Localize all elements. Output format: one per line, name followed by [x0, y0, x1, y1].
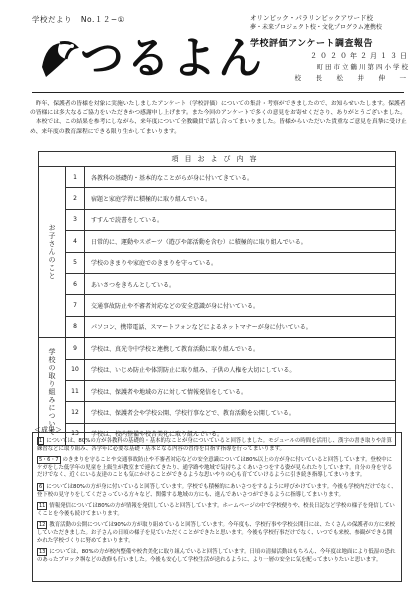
- item-tag: 6: [39, 483, 43, 490]
- table-row: 1 各教科の基礎的・基本的なことがらが身に付いてきている。: [66, 167, 395, 188]
- crane-logo-icon: [36, 37, 80, 81]
- result-paragraph: 6 については80%の方が身に付いていると回答しています。学校でも積極的にあいさつをするように呼びかけています。今後も学校内だけでなく、登下校の見守りをしてくださっている方々など、関係する地域の方にも、進んであいさつができるように指導してまいります。: [37, 483, 397, 498]
- header-info: [250, 14, 410, 83]
- masthead: [36, 30, 264, 88]
- table-row: 3 すすんで読書をしている。: [66, 210, 395, 231]
- school-name: 町田市立鶴川第四小学校: [316, 63, 410, 71]
- item-tag: 11: [39, 503, 46, 510]
- results-box: [32, 432, 402, 582]
- survey-table: [38, 151, 396, 446]
- table-row: 10 学校は、いじめ防止や体罰防止に取り組み、子供の人権を大切にしている。: [66, 360, 395, 381]
- table-row: 8 パソコン、携帯電話、スマートフォンなどによるネットマナーが身に付いている。: [66, 317, 395, 338]
- issue-date: ２０２０年２月１３日: [310, 52, 410, 60]
- table-row: 9 学校は、真光寺中学校と連携して教育活動に取り組んでいる。: [66, 338, 395, 359]
- item-tag: 13: [39, 549, 46, 556]
- award-line: オリンピック・パラリンピックアワード校: [250, 14, 373, 22]
- intro-text: [30, 100, 408, 137]
- table-row: 11 学校は、保護者や地域の方に対して情報発信をしている。: [66, 381, 395, 402]
- newsletter-label-row: [32, 14, 131, 25]
- survey-table-header: 項目および内容: [39, 152, 395, 167]
- project-line: 夢・未来プロジェクト校・文化プログラム連携校: [250, 24, 382, 31]
- table-row: 6 あいさつをきちんとしている。: [66, 274, 395, 295]
- intro-paragraph: 昨年、保護者の皆様を対象に実施いたしましたアンケート（学校評価）についての集計・考察ができましたので、お知らせいたします。保護者の皆様には多大なるご協力をいただきかつ感謝申し上げます。また今回のアンケートで多くの意見をお寄せくださり、ありがとうございました。: [30, 101, 406, 117]
- item-tag: 5・6・7: [39, 457, 59, 464]
- table-row: 7 交通事故防止や不審者対応などの安全意識が身に付いている。: [66, 295, 395, 316]
- issue-number: No.１２−①: [80, 15, 125, 24]
- result-paragraph: 5・6・7 のきまりを守ることや交通事故防止や不審者対応などの安全意識については80%以上の方が身に付いていると回答しています。登校中にケガをした低学年の児童を上級生が教室まで連れてきたり、通学路や地域で気持ちよくあいさつをする姿が見られたりしています。自分の身を守るだけでなく、近くにいる友達のことも気にかけることができるような思いやりの心も育てていけるように引き続き指導してまいります。: [37, 457, 393, 479]
- survey-items: [66, 167, 395, 445]
- category-child: お子さんのこと: [39, 167, 65, 338]
- table-row: 13 学校は、校内整備や校舎美化に取り組んでいる。: [66, 424, 395, 444]
- result-paragraph: 12 教育活動の公開については90%の方が取り組めていると回答しています。今年度も、学校行事や学校公開日には、たくさんの保護者の方に来校していただきました。お子さんの日頃の様子を見ていただくことができたと思います。今後も学校行事だけでなく、いつでも来校、参観ができる開かれた学校づくりに努めてまいります。: [37, 522, 396, 544]
- result-paragraph: 11 情報発信については80%の方が情報を発信していると回答しています。ホームページの中で学校便りや、校長日記など学校の様子を発信していくことを今後も続けてまいります。: [37, 503, 395, 517]
- table-row: 2 宿題と家庭学習に積極的に取り組んでいる。: [66, 188, 395, 209]
- report-title: 学校評価アンケート調査報告: [250, 39, 373, 49]
- table-row: 5 学校のきまりや家庭でのきまりを守っている。: [66, 253, 395, 274]
- result-paragraph: 1 については、80%の方が各教科の基礎的・基本的なことが身についていると回答しました。モジュールの時間を活用し、漢字の書き取りや計算練習などに取り組み、各学年に必要な基礎・基本となる内容の習得を目指す指導を行ってまいります。: [37, 438, 392, 452]
- result-paragraph: 13 については、80%の方が校内整備や校舎美化に取り組んでいると回答しています。日頃の清掃活動はもちろん、今年度は地面により低湿の恐れのあったブロック塀などの改修も行いました。今後も安心して学校生活が送れるように、より一層の安全に気を配ってまいりたいと思います。: [37, 549, 396, 563]
- table-row: 4 日常的に、運動やスポーツ（遊びや部活動を含む）に積極的に取り組んでいる。: [66, 231, 395, 252]
- principal-name: 校 長 松 井 伸 一: [294, 74, 410, 82]
- header-divider: [32, 92, 404, 93]
- item-tag: 1: [39, 438, 43, 444]
- table-row: 12 学校は、保護者会や学校公開、学校行事などで、教育活動を公開している。: [66, 402, 395, 423]
- results-heading: ＜成果＞: [34, 426, 62, 434]
- newsletter-title: つるよん: [80, 33, 264, 84]
- intro-paragraph: 本校では、この結果を参考にしながら、来年度について全教職員で話し合ってまいりました。皆様からいただいた貴重なご意見を真摯に受け止め、来年度の教育課程にできる限り生かしてまいります。: [30, 119, 407, 135]
- category-column: [39, 167, 66, 445]
- category-school: 学校の取り組みについて: [48, 347, 56, 436]
- newsletter-label: 学校だより: [32, 15, 72, 24]
- item-tag: 12: [39, 522, 46, 529]
